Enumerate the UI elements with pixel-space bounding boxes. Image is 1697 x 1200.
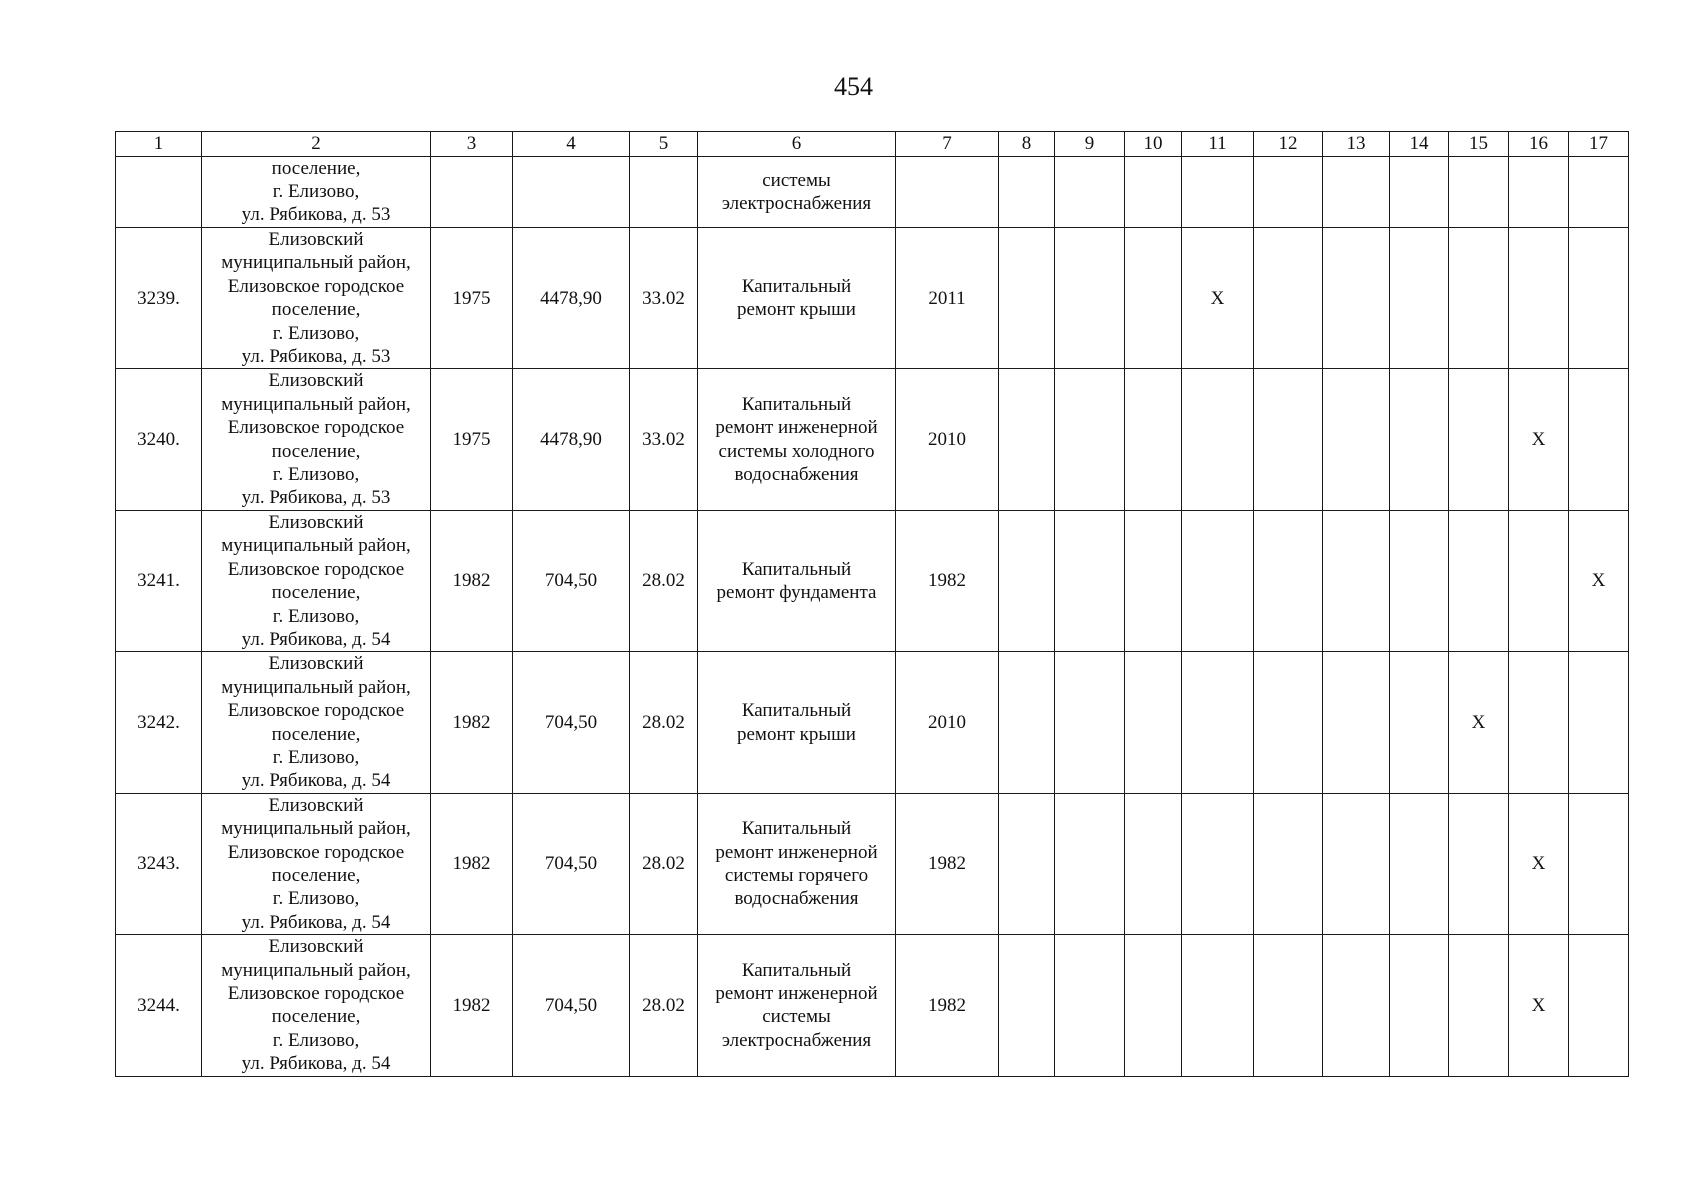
address-line: муниципальный район, [221, 676, 411, 698]
column-header: 6 [698, 132, 896, 157]
mark-cell [1055, 228, 1125, 369]
column-header: 7 [896, 132, 999, 157]
work-type-line: системы холодного [718, 440, 875, 462]
address-cell [202, 228, 431, 369]
page-number: 454 [834, 72, 873, 101]
year-built-cell: 1982 [431, 793, 513, 934]
column-header: 17 [1569, 132, 1629, 157]
address-line: поселение, [271, 582, 361, 604]
address-line: ул. Рябикова, д. 53 [241, 487, 391, 509]
mark-cell [1055, 510, 1125, 651]
column-header: 4 [513, 132, 630, 157]
column-number-header-row [116, 132, 1629, 157]
mark-cell [1254, 935, 1323, 1076]
mark-cell [1569, 157, 1629, 228]
mark-cell [1509, 228, 1569, 369]
repair-year-cell: 2010 [896, 369, 999, 510]
column-header: 8 [999, 132, 1055, 157]
mark-cell [1182, 157, 1254, 228]
row-number-cell: 3239. [116, 228, 202, 369]
work-type-cell [698, 228, 896, 369]
mark-cell [1390, 369, 1449, 510]
work-type-line: Капитальный [741, 275, 852, 297]
address-line: Елизовское городское [227, 275, 405, 297]
mark-cell [1569, 793, 1629, 934]
mark-cell [1390, 793, 1449, 934]
mark-cell [1055, 935, 1125, 1076]
address-cell [202, 652, 431, 793]
address-line: Елизовское городское [227, 700, 405, 722]
mark-cell [999, 157, 1055, 228]
code-cell: 33.02 [630, 369, 698, 510]
repair-year-cell: 1982 [896, 510, 999, 651]
work-type-line: Капитальный [741, 558, 852, 580]
year-built-cell: 1982 [431, 935, 513, 1076]
address-line: муниципальный район, [221, 535, 411, 557]
address-cell [202, 369, 431, 510]
mark-cell [1390, 510, 1449, 651]
work-type-line: ремонт крыши [737, 299, 856, 321]
mark-cell [1509, 157, 1569, 228]
address-line: Елизовский [268, 653, 364, 675]
work-type-line: электроснабжения [721, 193, 872, 214]
mark-cell [1254, 228, 1323, 369]
mark-cell [1323, 935, 1390, 1076]
work-type-cell [698, 652, 896, 793]
work-type-line: водоснабжения [734, 464, 859, 486]
mark-cell [1390, 652, 1449, 793]
mark-cell: X [1569, 510, 1629, 651]
mark-cell [1449, 793, 1509, 934]
mark-cell [1055, 157, 1125, 228]
address-line: г. Елизово, [272, 888, 360, 910]
mark-cell [1323, 369, 1390, 510]
area-cell: 704,50 [513, 793, 630, 934]
code-cell: 33.02 [630, 228, 698, 369]
address-line: поселение, [271, 723, 361, 745]
year-built-cell: 1982 [431, 510, 513, 651]
year-built-cell [431, 157, 513, 228]
mark-cell [1055, 369, 1125, 510]
address-cell [202, 793, 431, 934]
table-row [116, 369, 1629, 510]
address-line: ул. Рябикова, д. 54 [241, 911, 391, 933]
mark-cell [1182, 935, 1254, 1076]
mark-cell [999, 793, 1055, 934]
row-number-cell: 3242. [116, 652, 202, 793]
mark-cell [1125, 369, 1182, 510]
mark-cell [1569, 935, 1629, 1076]
mark-cell [1254, 369, 1323, 510]
mark-cell [1569, 369, 1629, 510]
mark-cell [1509, 510, 1569, 651]
address-line: ул. Рябикова, д. 54 [241, 1053, 391, 1075]
mark-cell [1449, 228, 1509, 369]
year-built-cell: 1982 [431, 652, 513, 793]
row-number-cell: 3241. [116, 510, 202, 651]
repair-register-table [115, 131, 1629, 1077]
mark-cell [1509, 652, 1569, 793]
work-type-line: Капитальный [741, 393, 852, 415]
mark-cell [1055, 652, 1125, 793]
address-line: ул. Рябикова, д. 54 [241, 628, 391, 650]
address-line: муниципальный район, [221, 818, 411, 840]
work-type-cell [698, 793, 896, 934]
row-number-cell: 3240. [116, 369, 202, 510]
mark-cell [1569, 228, 1629, 369]
address-line: Елизовское городское [227, 417, 405, 439]
work-type-cell [698, 369, 896, 510]
mark-cell [1449, 935, 1509, 1076]
address-line: Елизовский [268, 229, 364, 250]
address-line: г. Елизово, [272, 181, 360, 202]
mark-cell [1125, 157, 1182, 228]
address-line: Елизовское городское [227, 983, 405, 1004]
address-cell [202, 510, 431, 651]
table-row [116, 652, 1629, 793]
mark-cell [1254, 793, 1323, 934]
address-line: поселение, [271, 158, 361, 179]
mark-cell [1449, 369, 1509, 510]
address-line: муниципальный район, [221, 252, 411, 274]
work-type-line: системы горячего [724, 864, 869, 886]
work-type-line: системы [762, 1006, 831, 1028]
work-type-line: водоснабжения [734, 888, 859, 910]
work-type-cell [698, 510, 896, 651]
column-header: 1 [116, 132, 202, 157]
mark-cell [1323, 652, 1390, 793]
code-cell [630, 157, 698, 228]
work-type-line: системы [762, 169, 831, 191]
mark-cell: X [1509, 369, 1569, 510]
mark-cell [1390, 157, 1449, 228]
address-line: ул. Рябикова, д. 53 [241, 346, 391, 368]
address-line: Елизовское городское [227, 841, 405, 863]
work-type-cell [698, 935, 896, 1076]
mark-cell [999, 228, 1055, 369]
address-line: Елизовский [268, 511, 364, 533]
address-line: муниципальный район, [221, 393, 411, 415]
mark-cell [1182, 652, 1254, 793]
column-header: 3 [431, 132, 513, 157]
mark-cell [1323, 510, 1390, 651]
mark-cell [1390, 228, 1449, 369]
work-type-line: Капитальный [741, 700, 852, 722]
year-built-cell: 1975 [431, 369, 513, 510]
address-line: муниципальный район, [221, 959, 411, 981]
address-line: поселение, [271, 440, 361, 462]
year-built-cell: 1975 [431, 228, 513, 369]
mark-cell: X [1449, 652, 1509, 793]
mark-cell [1323, 157, 1390, 228]
address-line: Елизовский [268, 936, 364, 958]
area-cell: 4478,90 [513, 228, 630, 369]
address-line: поселение, [271, 1006, 361, 1028]
table-row [116, 510, 1629, 651]
address-line: г. Елизово, [272, 1029, 360, 1051]
code-cell: 28.02 [630, 510, 698, 651]
work-type-line: ремонт фундамента [716, 582, 877, 604]
address-line: г. Елизово, [272, 746, 360, 768]
mark-cell [1182, 793, 1254, 934]
mark-cell: X [1509, 935, 1569, 1076]
mark-cell [1323, 228, 1390, 369]
address-line: Елизовский [268, 794, 364, 816]
area-cell: 704,50 [513, 935, 630, 1076]
work-type-line: ремонт инженерной [715, 417, 878, 439]
repair-year-cell [896, 157, 999, 228]
work-type-line: ремонт крыши [737, 723, 856, 745]
mark-cell [999, 369, 1055, 510]
column-header: 13 [1323, 132, 1390, 157]
mark-cell [1323, 793, 1390, 934]
address-cell [202, 157, 431, 228]
address-line: Елизовское городское [227, 558, 405, 580]
column-header: 10 [1125, 132, 1182, 157]
work-type-line: ремонт инженерной [715, 841, 878, 863]
address-line: ул. Рябикова, д. 54 [241, 770, 391, 792]
column-header: 5 [630, 132, 698, 157]
address-line: поселение, [271, 864, 361, 886]
code-cell: 28.02 [630, 935, 698, 1076]
mark-cell [1125, 935, 1182, 1076]
address-line: г. Елизово, [272, 322, 360, 344]
mark-cell: X [1182, 228, 1254, 369]
mark-cell [999, 510, 1055, 651]
mark-cell [999, 935, 1055, 1076]
code-cell: 28.02 [630, 793, 698, 934]
work-type-cell [698, 157, 896, 228]
mark-cell [1569, 652, 1629, 793]
mark-cell [1182, 369, 1254, 510]
area-cell: 4478,90 [513, 369, 630, 510]
work-type-line: Капитальный [741, 818, 852, 840]
mark-cell [1125, 793, 1182, 934]
repair-year-cell: 2011 [896, 228, 999, 369]
mark-cell [999, 652, 1055, 793]
mark-cell [1055, 793, 1125, 934]
mark-cell [1449, 157, 1509, 228]
address-line: Елизовский [268, 370, 364, 392]
column-header: 11 [1182, 132, 1254, 157]
column-header: 9 [1055, 132, 1125, 157]
mark-cell [1182, 510, 1254, 651]
mark-cell [1449, 510, 1509, 651]
area-cell: 704,50 [513, 510, 630, 651]
mark-cell [1254, 652, 1323, 793]
work-type-line: Капитальный [741, 959, 852, 981]
address-line: г. Елизово, [272, 464, 360, 486]
column-header: 16 [1509, 132, 1569, 157]
repair-year-cell: 1982 [896, 935, 999, 1076]
mark-cell [1125, 510, 1182, 651]
mark-cell [1254, 157, 1323, 228]
mark-cell: X [1509, 793, 1569, 934]
address-line: ул. Рябикова, д. 53 [241, 204, 391, 225]
row-number-cell: 3244. [116, 935, 202, 1076]
continuation-row [116, 157, 1629, 228]
column-header: 12 [1254, 132, 1323, 157]
row-number-cell [116, 157, 202, 228]
work-type-line: ремонт инженерной [715, 983, 878, 1004]
column-header: 15 [1449, 132, 1509, 157]
mark-cell [1390, 935, 1449, 1076]
mark-cell [1125, 228, 1182, 369]
repair-year-cell: 1982 [896, 793, 999, 934]
area-cell: 704,50 [513, 652, 630, 793]
area-cell [513, 157, 630, 228]
table-row [116, 793, 1629, 934]
address-line: поселение, [271, 299, 361, 321]
repair-year-cell: 2010 [896, 652, 999, 793]
row-number-cell: 3243. [116, 793, 202, 934]
work-type-line: электроснабжения [721, 1029, 872, 1051]
column-header: 14 [1390, 132, 1449, 157]
table-row [116, 935, 1629, 1076]
mark-cell [1125, 652, 1182, 793]
column-header: 2 [202, 132, 431, 157]
address-cell [202, 935, 431, 1076]
code-cell: 28.02 [630, 652, 698, 793]
table-row [116, 228, 1629, 369]
address-line: г. Елизово, [272, 605, 360, 627]
mark-cell [1254, 510, 1323, 651]
